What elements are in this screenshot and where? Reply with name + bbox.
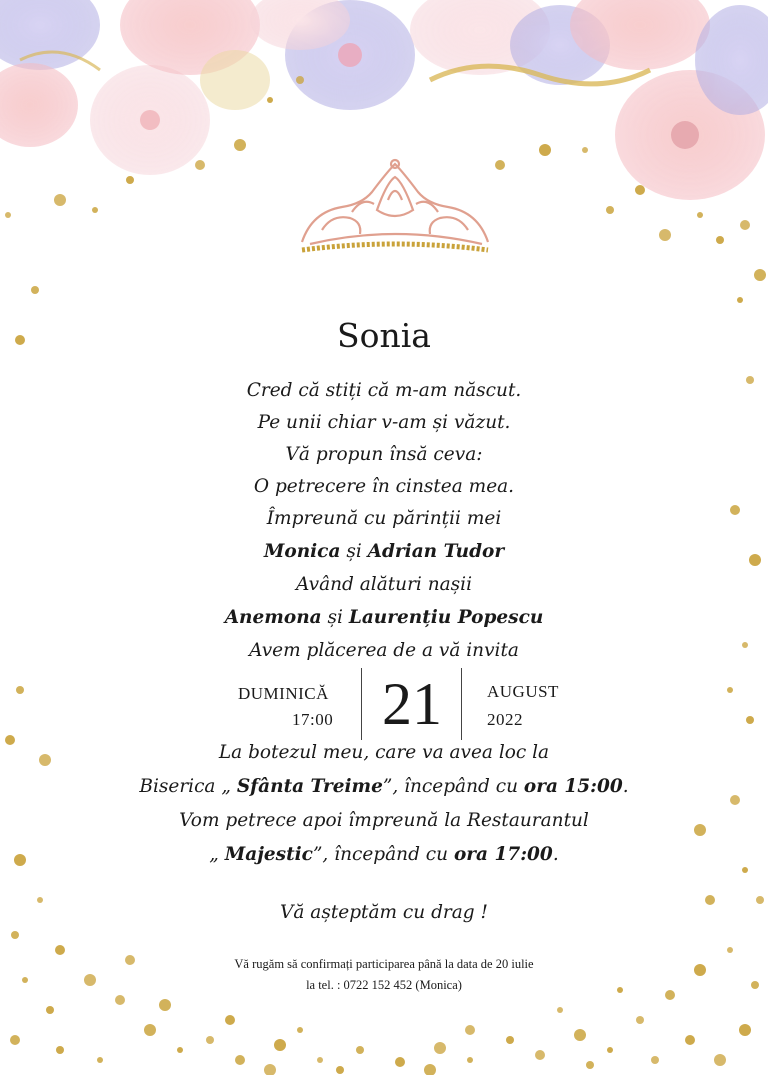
date-block (0, 668, 768, 742)
confetti-dot (395, 1057, 405, 1067)
confetti-dot (716, 236, 724, 244)
confetti-dot (177, 1047, 183, 1053)
confetti-dot (126, 176, 134, 184)
confetti-dot (659, 229, 671, 241)
closing-line: Vă așteptăm cu drag ! (280, 902, 488, 923)
godparents-and: și (321, 607, 349, 628)
parent-first: Monica (263, 541, 341, 562)
poem-line-3: Vă propun însă ceva: (285, 444, 483, 465)
confetti-dot (539, 144, 551, 156)
church-prefix: Biserica „ (139, 776, 237, 797)
parents-line (0, 541, 768, 562)
restaurant-name: Majestic (224, 844, 313, 865)
party-line: Vom petrece apoi împreună la Restaurantul (179, 810, 589, 831)
restaurant-prefix: „ (209, 844, 225, 865)
confetti-dot (267, 97, 273, 103)
confetti-dot (297, 1027, 303, 1033)
baptism-line: La botezul meu, care va avea loc la (218, 742, 550, 763)
godparent-second: Laurențiu Popescu (348, 607, 544, 628)
confetti-dot (535, 1050, 545, 1060)
confetti-dot (92, 207, 98, 213)
parent-second: Adrian Tudor (367, 541, 505, 562)
confetti-dot (685, 1035, 695, 1045)
confetti-dot (274, 1039, 286, 1051)
confetti-dot (636, 1016, 644, 1024)
confetti-dot (144, 1024, 156, 1036)
rsvp-line-2: la tel. : 0722 152 452 (Monica) (306, 978, 462, 992)
poem-line-4: O petrecere în cinstea mea. (253, 476, 515, 497)
confetti-dot (651, 1056, 659, 1064)
confetti-dot (235, 1055, 245, 1065)
restaurant-line (0, 844, 768, 865)
date-divider-right (461, 668, 462, 740)
confetti-dot (46, 1006, 54, 1014)
confetti-dot (606, 206, 614, 214)
child-name: Sonia (337, 316, 431, 355)
confetti-dot (55, 945, 65, 955)
confetti-dot (714, 1054, 726, 1066)
poem-line-2: Pe unii chiar v-am și văzut. (257, 412, 511, 433)
confetti-dot (697, 212, 703, 218)
confetti-dot (115, 995, 125, 1005)
restaurant-suffix: . (552, 844, 559, 865)
confetti-dot (506, 1036, 514, 1044)
invite-line: Avem plăcerea de a vă invita (249, 640, 519, 661)
confetti-dot (607, 1047, 613, 1053)
godparents-intro: Având alături nașii (296, 574, 472, 595)
confetti-dot (737, 297, 743, 303)
confetti-dot (206, 1036, 214, 1044)
rsvp-line-1: Vă rugăm să confirmați participarea până la data de 20 iulie (234, 957, 534, 971)
confetti-dot (356, 1046, 364, 1054)
date-year: 2022 (487, 710, 523, 729)
confetti-dot (586, 1061, 594, 1069)
confetti-dot (317, 1057, 323, 1063)
confetti-dot (54, 194, 66, 206)
date-time: 17:00 (292, 710, 334, 729)
church-middle: ”, începând cu (382, 776, 524, 797)
church-suffix: . (622, 776, 629, 797)
confetti-dot (727, 947, 733, 953)
godparents-line (0, 607, 768, 628)
tiara-icon (292, 152, 498, 268)
church-line (0, 776, 768, 797)
restaurant-middle: ”, începând cu (312, 844, 454, 865)
confetti-dot (754, 269, 766, 281)
confetti-dot (742, 867, 748, 873)
confetti-dot (5, 212, 11, 218)
confetti-dot (225, 1015, 235, 1025)
poem-line-5: Împreună cu părinții mei (266, 508, 502, 529)
restaurant-time: ora 17:00 (453, 844, 553, 865)
date-weekday: DUMINICĂ (238, 684, 329, 703)
confetti-dot (31, 286, 39, 294)
confetti-dot (336, 1066, 344, 1074)
confetti-dot (574, 1029, 586, 1041)
confetti-dot (635, 185, 645, 195)
confetti-dot (56, 1046, 64, 1054)
confetti-dot (264, 1064, 276, 1075)
confetti-dot (582, 147, 588, 153)
confetti-dot (296, 76, 304, 84)
church-name: Sfânta Treime (236, 776, 383, 797)
godparent-first: Anemona (224, 607, 322, 628)
confetti-dot (557, 1007, 563, 1013)
confetti-dot (424, 1064, 436, 1075)
confetti-dot (97, 1057, 103, 1063)
confetti-dot (159, 999, 171, 1011)
confetti-dot (10, 1035, 20, 1045)
parents-and: și (340, 541, 368, 562)
poem-line-1: Cred că stiți că m-am născut. (246, 380, 522, 401)
confetti-dot (467, 1057, 473, 1063)
confetti-dot (434, 1042, 446, 1054)
date-month: AUGUST (487, 682, 559, 701)
confetti-dot (465, 1025, 475, 1035)
confetti-dot (740, 220, 750, 230)
confetti-dot (195, 160, 205, 170)
date-day: 21 (382, 671, 442, 737)
confetti-dot (739, 1024, 751, 1036)
confetti-dot (234, 139, 246, 151)
confetti-dot (11, 931, 19, 939)
church-time: ora 15:00 (523, 776, 623, 797)
